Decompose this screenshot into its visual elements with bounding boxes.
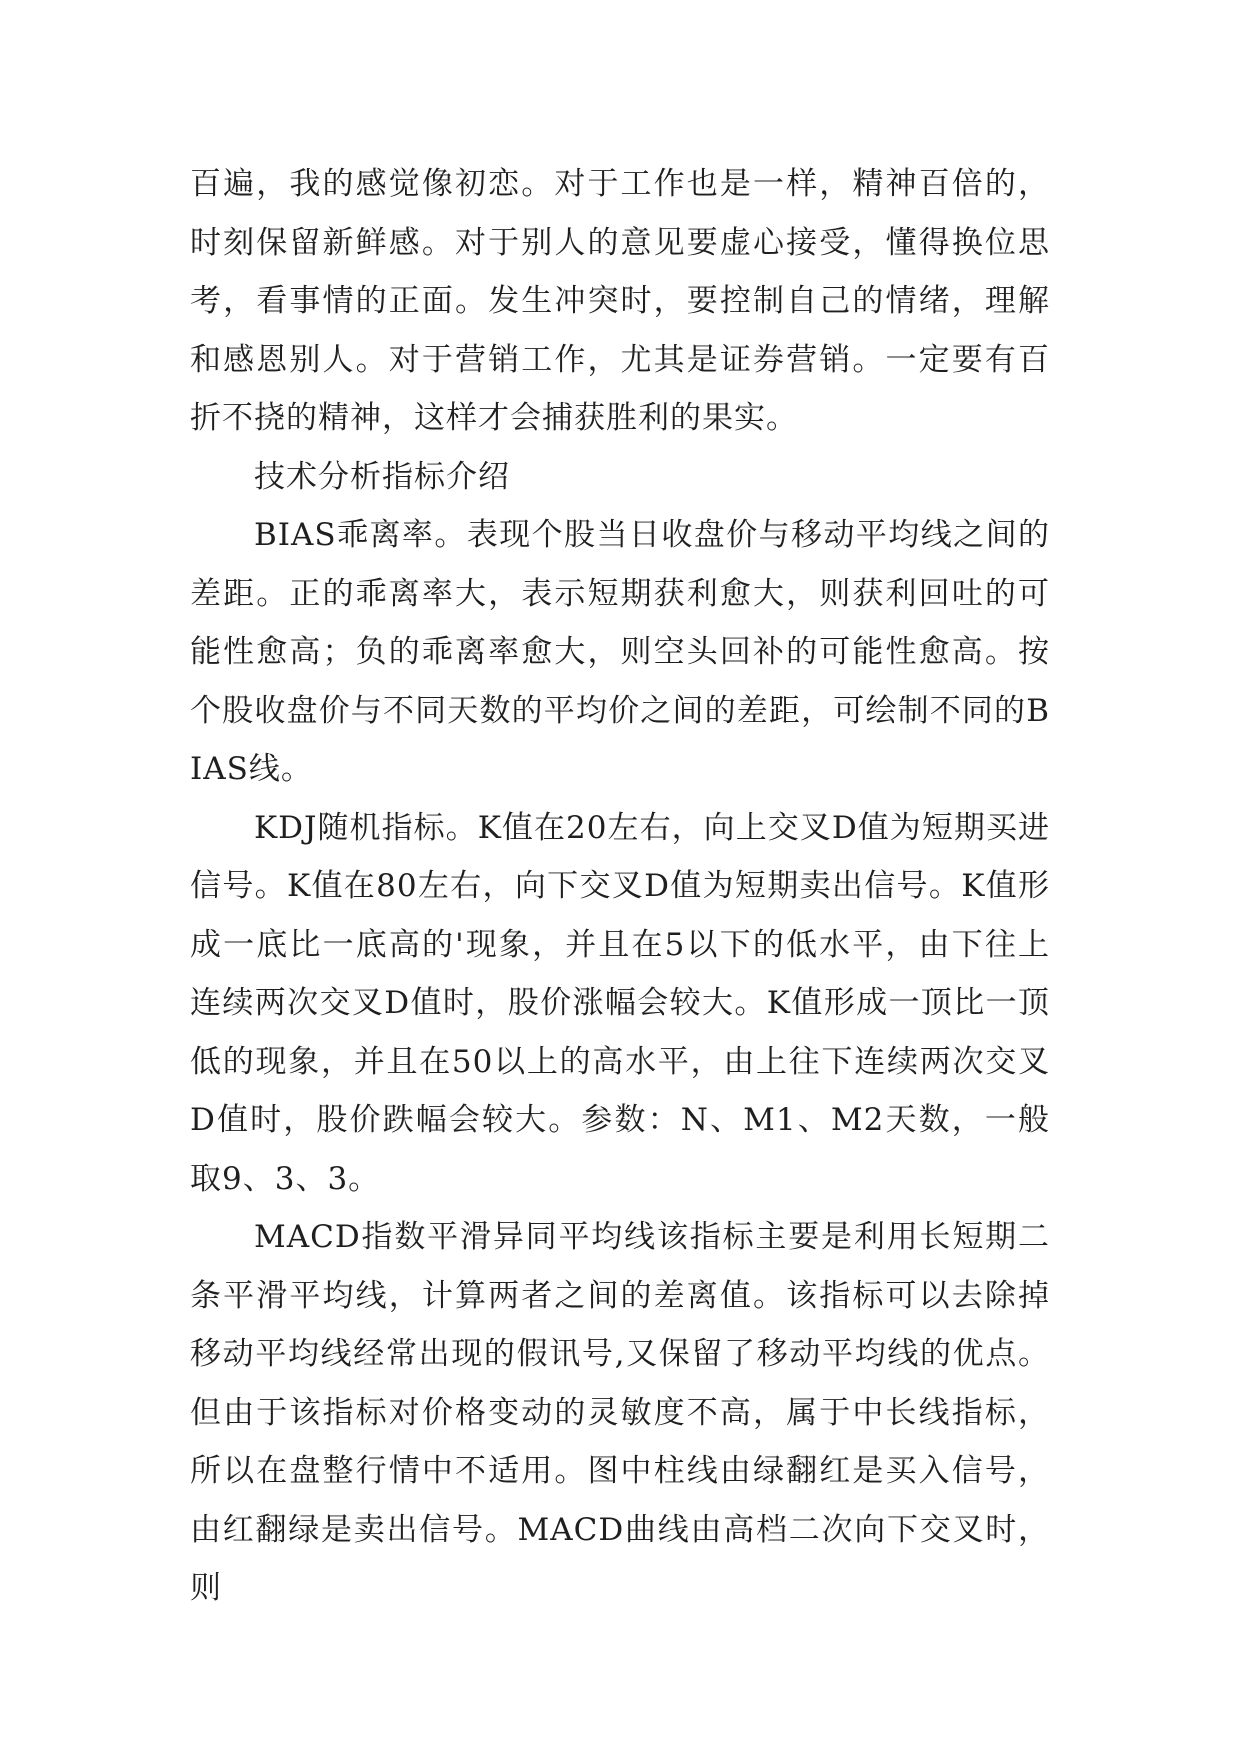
paragraph-macd: MACD指数平滑异同平均线该指标主要是利用长短期二条平滑平均线，计算两者之间的差离值。该指标可以去除掉移动平均线经常出现的假讯号,又保留了移动平均线的优点。但由于该指标对价格变动的灵敏度不高，属于中长线指标，所以在盘整行情中不适用。图中柱线由绿翻红是买入信号，由红翻绿是卖出信号。MACD曲线由高档二次向下交叉时，则	[190, 1219, 1050, 1606]
section-heading: 技术分析指标介绍	[254, 458, 510, 495]
paragraph-bias: BIAS乖离率。表现个股当日收盘价与移动平均线之间的差距。正的乖离率大，表示短期获利愈大，则获利回吐的可能性愈高；负的乖离率愈大，则空头回补的可能性愈高。按个股收盘价与不同天数的平均价之间的差距，可绘制不同的BIAS线。	[190, 517, 1050, 787]
document-body	[190, 155, 1050, 1618]
paragraph-kdj: KDJ随机指标。K值在20左右，向上交叉D值为短期买进信号。K值在80左右，向下交叉D值为短期卖出信号。K值形成一底比一底高的'现象，并且在5以下的低水平，由下往上连续两次交叉D值时，股价涨幅会较大。K值形成一顶比一顶低的现象，并且在50以上的高水平，由上往下连续两次交叉D值时，股价跌幅会较大。参数：N、M1、M2天数，一般取9、3、3。	[190, 809, 1050, 1197]
paragraph-continuation: 百遍，我的感觉像初恋。对于工作也是一样，精神百倍的，时刻保留新鲜感。对于别人的意见要虚心接受，懂得换位思考，看事情的正面。发生冲突时，要控制自己的情绪，理解和感恩别人。对于营销工作，尤其是证券营销。一定要有百折不挠的精神，这样才会捕获胜利的果实。	[190, 166, 1050, 436]
